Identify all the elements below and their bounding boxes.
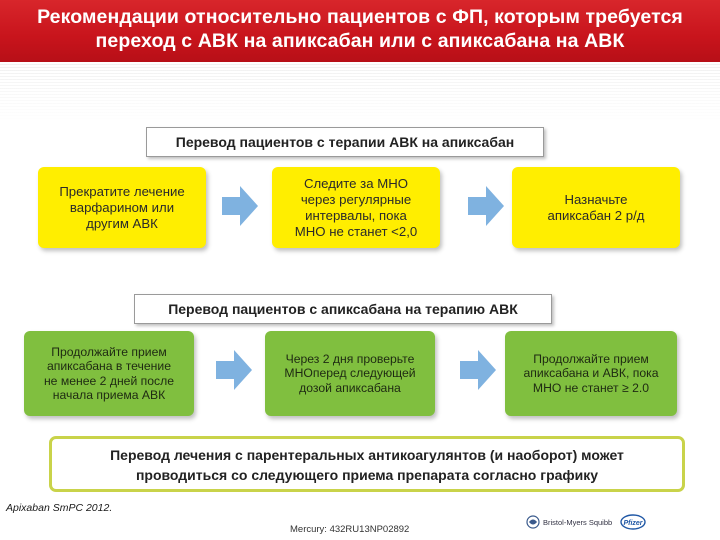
note-line-2: проводиться со следующего приема препарата согласно графику: [135, 467, 599, 483]
title-line-1: Рекомендации относительно пациентов с ФП, которым требуется: [37, 6, 683, 28]
step-text-line: апиксабана в течение: [46, 359, 171, 373]
step-text-line: дозой апиксабана: [299, 380, 401, 395]
pfizer-logo-text: Pfizer: [623, 520, 643, 527]
slide-title: [0, 0, 720, 62]
step-text-line: МНО не станет <2,0: [294, 223, 418, 239]
step-text-line: не менее 2 дней после: [43, 373, 175, 388]
arrow-right-icon: [460, 350, 496, 390]
note-line-1: Перевод лечения с парентеральных антикоагулянтов (и наоборот) может: [110, 447, 624, 463]
bms-logo: [526, 515, 612, 529]
step-text-line: варфарином или: [69, 199, 175, 215]
arrow-right-icon: [222, 186, 258, 226]
section-header-apixaban-to-vka: Перевод пациентов с апиксабана на терапию АВК: [134, 294, 552, 324]
step-continue-both: [505, 331, 677, 416]
mercury-code: Mercury: 432RU13NP02892: [290, 524, 410, 535]
step-text-line: МНО не станет ≥ 2.0: [532, 380, 650, 395]
bms-logo-text: Bristol-Myers Squibb: [543, 517, 613, 527]
section-header-vka-to-apixaban: Перевод пациентов с терапии АВК на апиксабан: [146, 127, 544, 157]
step-text-line: апиксабан 2 р/д: [547, 207, 645, 223]
step-start-apixaban: [512, 167, 680, 248]
step-text-line: Через 2 дня проверьте: [285, 351, 415, 366]
step-text-line: через регулярные: [300, 191, 412, 207]
step-text-line: апиксабана и АВК, пока: [523, 366, 659, 381]
step-text-line: МНОперед следующей: [284, 366, 416, 381]
step-check-inr: [265, 331, 435, 416]
step-text-line: другим АВК: [86, 215, 158, 231]
arrow-right-icon: [468, 186, 504, 226]
step-text-line: Прекратите лечение: [59, 183, 185, 199]
title-line-2: переход с АВК на апиксабан или с апиксабана на АВК: [95, 30, 625, 52]
parenteral-note: [49, 436, 685, 492]
reference-footnote: Apixaban SmPC 2012.: [6, 502, 113, 514]
arrow-right-icon: [216, 350, 252, 390]
step-text-line: начала приема АВК: [52, 388, 166, 402]
bms-logo-icon: [526, 515, 540, 529]
step-continue-apixaban: [24, 331, 194, 416]
step-stop-vka: [38, 167, 206, 248]
step-text-line: интервалы, пока: [305, 207, 407, 223]
pfizer-logo-icon: [620, 514, 646, 530]
step-text-line: Продолжайте прием: [51, 344, 167, 359]
stripe-fade: [0, 62, 720, 122]
step-text-line: Следите за МНО: [303, 175, 408, 191]
step-monitor-inr: [272, 167, 440, 248]
step-text-line: Продолжайте прием: [533, 351, 649, 366]
step-text-line: Назначьте: [564, 191, 628, 207]
